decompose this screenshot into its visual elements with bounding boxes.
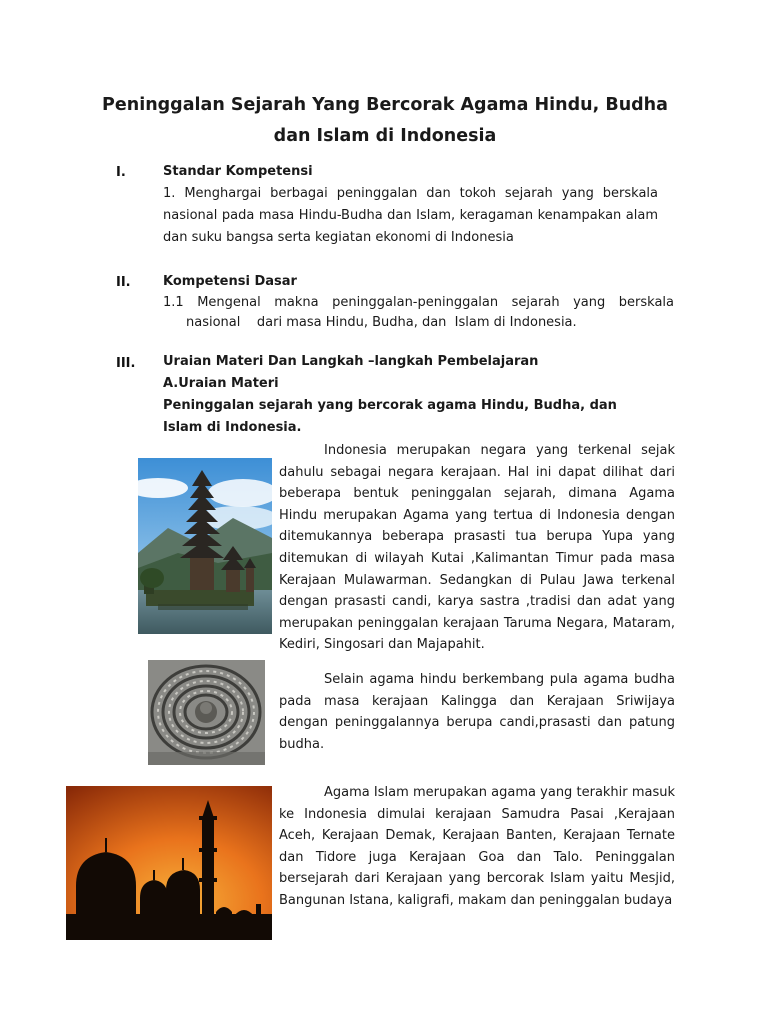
section-2-line-1: 1.1 Mengenal makna peninggalan-peninggalan sejarah yang berskala <box>163 295 674 310</box>
section-2-heading: Kompetensi Dasar <box>163 274 297 289</box>
mosque-image <box>66 786 272 940</box>
section-1-body: 1. Menghargai berbagai peninggalan dan tokoh sejarah yang berskala nasional pada masa Hindu-Budha dan Islam, keragaman kenampakan alam dan suku bangsa serta kegiatan ekonomi di Indonesia <box>163 186 658 245</box>
section-2-line-2: nasional dari masa Hindu, Budha, dan Islam di Indonesia. <box>186 315 577 330</box>
section-1-heading: Standar Kompetensi <box>163 164 313 179</box>
paragraph-budha <box>279 669 675 755</box>
paragraph-islam-text: Agama Islam merupakan agama yang terakhir masuk ke Indonesia dimulai kerajaan Samudra Pasai ,Kerajaan Aceh, Kerajaan Demak, Kerajaan Banten, Kerajaan Ternate dan Tidore juga Kerajaan Goa dan Talo. Peninggalan bersejarah dari Kerajaan yang bercorak Islam yaitu Mesjid, Bangunan Istana, kaligrafi, makam dan peninggalan budaya <box>279 785 675 908</box>
paragraph-hindu-text: Indonesia merupakan negara yang terkenal sejak dahulu sebagai negara kerajaan. Hal ini dapat dilihat dari beberapa bentuk peninggalan sejarah, dimana Agama Hindu merupakan Agama yang tertua di Indonesia dengan ditemukannya beberapa prasasti tua berupa Yupa yang ditemukan di wilayah Kutai ,Kalimantan Timur pada masa Kerajaan Mulawarman. Sedangkan di Pulau Jawa terkenal dengan prasasti candi, karya sastra ,tradisi dan adat yang merupakan peninggalan kerajaan Taruma Negara, Mataram, Kediri, Singosari dan Majapahit. <box>279 443 675 653</box>
section-2-numeral: II. <box>116 275 131 290</box>
page-title: Peninggalan Sejarah Yang Bercorak Agama Hindu, Budha dan Islam di Indonesia <box>102 95 668 146</box>
section-1-numeral: I. <box>116 165 126 180</box>
hindu-temple-image <box>138 458 272 634</box>
section-3-topic: Peninggalan sejarah yang bercorak agama Hindu, Budha, dan Islam di Indonesia. <box>163 398 617 435</box>
section-3-subheading: A.Uraian Materi <box>163 376 279 391</box>
paragraph-islam <box>279 782 675 912</box>
borobudur-image <box>148 660 265 765</box>
paragraph-budha-text: Selain agama hindu berkembang pula agama budha pada masa kerajaan Kalingga dan Kerajaan Sriwijaya dengan peninggalannya berupa candi,prasasti dan patung budha. <box>279 672 675 752</box>
section-3-numeral: III. <box>116 356 136 371</box>
paragraph-hindu <box>279 440 675 656</box>
section-3-heading: Uraian Materi Dan Langkah –langkah Pembelajaran <box>163 354 539 369</box>
